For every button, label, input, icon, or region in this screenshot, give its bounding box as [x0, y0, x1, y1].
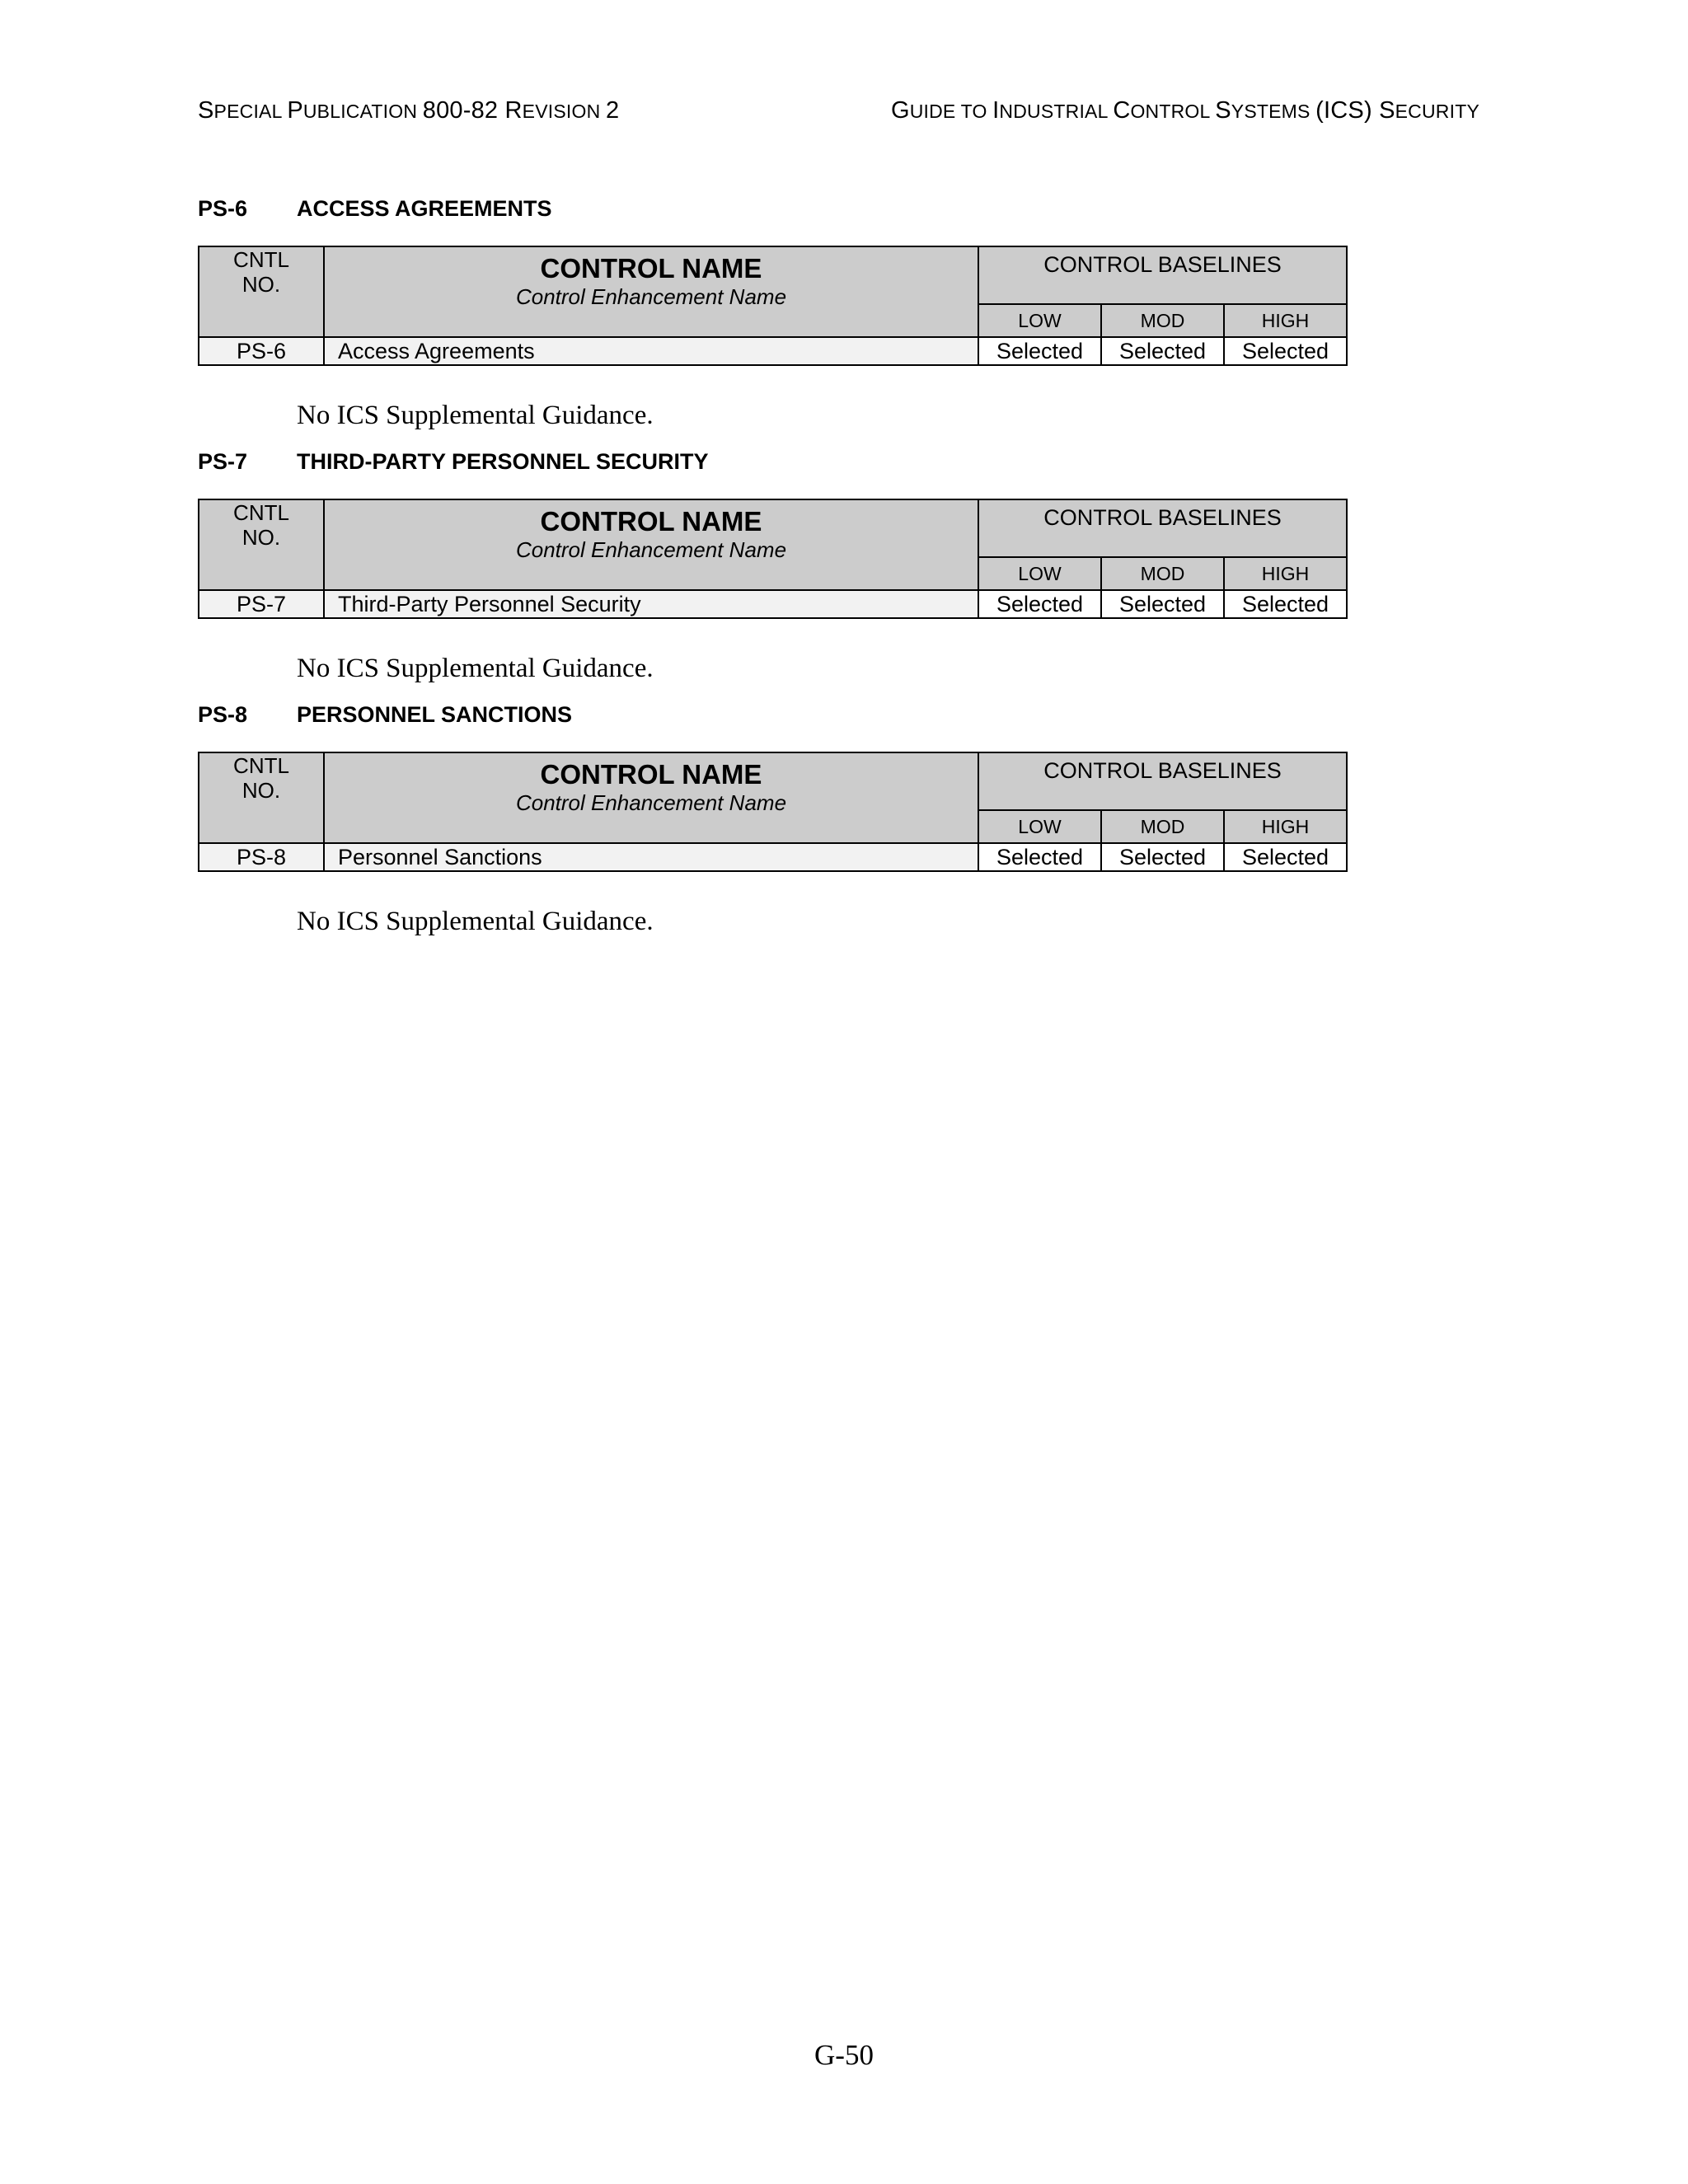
- row-id: PS-8: [199, 843, 324, 871]
- control-table: [198, 752, 1348, 872]
- section-title: [198, 701, 1352, 729]
- header-left-part-small: EVISION: [522, 101, 606, 122]
- baselines-header: CONTROL BASELINES: [978, 752, 1347, 810]
- cntl-no-header: CNTL NO.: [199, 499, 324, 590]
- section-ps-7: [198, 448, 1352, 684]
- header-right-part: I: [992, 97, 1000, 124]
- row-mod: Selected: [1101, 843, 1224, 871]
- header-left-part: 2: [605, 97, 620, 124]
- header-right: [891, 97, 1479, 124]
- baselines-header: CONTROL BASELINES: [978, 246, 1347, 304]
- header-right-part-small: ONTROL: [1130, 101, 1216, 122]
- header-right-part-small: YSTEMS: [1231, 101, 1316, 122]
- header-left-part-small: UBLICATION: [302, 101, 423, 122]
- supplemental-guidance: No ICS Supplemental Guidance.: [297, 654, 654, 683]
- section-title: [198, 448, 1352, 476]
- row-low: Selected: [978, 337, 1101, 365]
- section-name: PERSONNEL SANCTIONS: [297, 701, 573, 727]
- row-high: Selected: [1224, 843, 1347, 871]
- cntl-no-header: CNTL NO.: [199, 752, 324, 843]
- section-ps-6: [198, 194, 1352, 431]
- row-low: Selected: [978, 590, 1101, 618]
- row-mod: Selected: [1101, 590, 1224, 618]
- row-high: Selected: [1224, 337, 1347, 365]
- header-left: [198, 97, 619, 124]
- supplemental-guidance: No ICS Supplemental Guidance.: [297, 401, 654, 430]
- header-right-part-small: ECURITY: [1395, 101, 1479, 122]
- supplemental-guidance: No ICS Supplemental Guidance.: [297, 907, 654, 936]
- section-ps-8: [198, 701, 1352, 937]
- control-table: [198, 246, 1348, 366]
- header-left-part-small: PECIAL: [213, 101, 288, 122]
- running-header: [198, 97, 1479, 124]
- row-high: Selected: [1224, 590, 1347, 618]
- control-table: [198, 499, 1348, 619]
- low-header: LOW: [978, 304, 1101, 337]
- row-id: PS-7: [199, 590, 324, 618]
- header-left-part: 800-82 R: [422, 97, 523, 124]
- row-id: PS-6: [199, 337, 324, 365]
- table-row: [199, 590, 1347, 618]
- header-right-part: (ICS) S: [1315, 97, 1395, 124]
- row-name: Third-Party Personnel Security: [324, 590, 978, 618]
- high-header: HIGH: [1224, 810, 1347, 843]
- row-mod: Selected: [1101, 337, 1224, 365]
- header-right-part: C: [1113, 97, 1131, 124]
- row-name: Access Agreements: [324, 337, 978, 365]
- control-name-header: CONTROL NAME Control Enhancement Name: [324, 246, 978, 337]
- header-right-part: G: [890, 97, 910, 124]
- section-name: ACCESS AGREEMENTS: [297, 195, 552, 221]
- mod-header: MOD: [1101, 810, 1224, 843]
- header-right-part: S: [1215, 97, 1231, 124]
- header-left-part: P: [287, 97, 303, 124]
- cntl-no-header: CNTL NO.: [199, 246, 324, 337]
- header-right-part-small: UIDE TO: [909, 101, 993, 122]
- baselines-header: CONTROL BASELINES: [978, 499, 1347, 557]
- mod-header: MOD: [1101, 557, 1224, 590]
- row-low: Selected: [978, 843, 1101, 871]
- table-row: [199, 337, 1347, 365]
- low-header: LOW: [978, 810, 1101, 843]
- header-left-part: S: [198, 97, 214, 124]
- table-row: [199, 843, 1347, 871]
- low-header: LOW: [978, 557, 1101, 590]
- header-right-part-small: NDUSTRIAL: [999, 101, 1114, 122]
- section-id: PS-6: [198, 195, 248, 221]
- mod-header: MOD: [1101, 304, 1224, 337]
- control-name-header: CONTROL NAME Control Enhancement Name: [324, 499, 978, 590]
- row-name: Personnel Sanctions: [324, 843, 978, 871]
- section-title: [198, 194, 1352, 223]
- section-id: PS-7: [198, 448, 248, 474]
- section-name: THIRD-PARTY PERSONNEL SECURITY: [297, 448, 709, 474]
- section-id: PS-8: [198, 701, 248, 727]
- high-header: HIGH: [1224, 557, 1347, 590]
- control-name-header: CONTROL NAME Control Enhancement Name: [324, 752, 978, 843]
- high-header: HIGH: [1224, 304, 1347, 337]
- page-number: G-50: [814, 2039, 874, 2071]
